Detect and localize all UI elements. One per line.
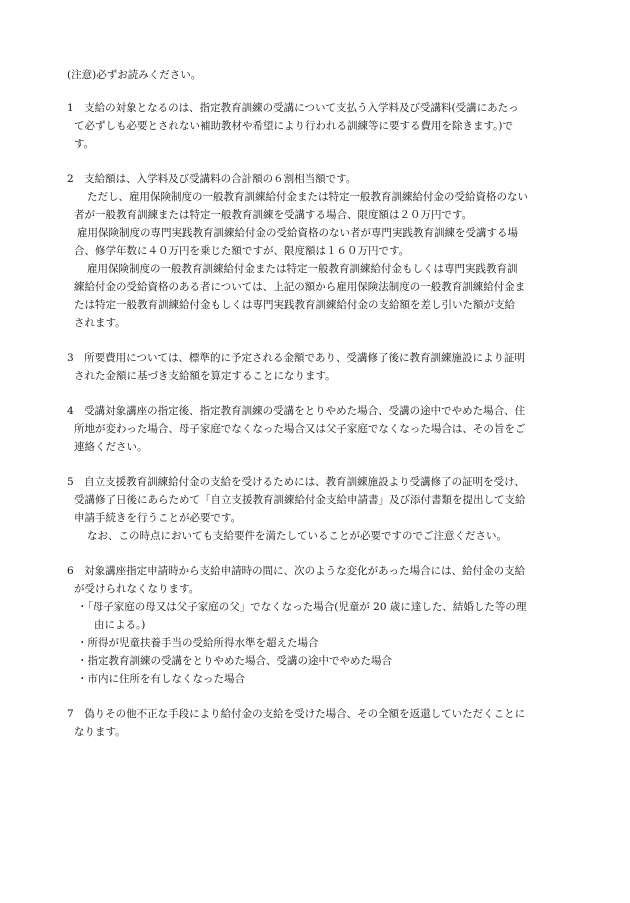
section-6-bullet-3: ・指定教育訓練の受講をとりやめた場合、受講の途中でやめた場合 — [77, 655, 392, 667]
section-3-line-1: 3 所要費用については、標準的に予定される金額であり、受講修了後に教育訓練施設により証明 — [67, 352, 525, 364]
notice-heading: (注意)必ずお読みください。 — [67, 69, 202, 81]
section-2-line-1: 2 支給額は、入学料及び受講料の合計額の６割相当額です。 — [67, 173, 357, 185]
section-2-line-2: ただし、雇用保険制度の一般教育訓練給付金または特定一般教育訓練給付金の受給資格のない — [87, 191, 528, 203]
section-1-line-2: て必ずしも必要とされない補助教材や希望により行われる訓練等に要する費用を除きます。)で — [74, 120, 514, 132]
section-4-line-3: 連絡ください。 — [74, 441, 148, 453]
section-1-line-3: す。 — [74, 138, 95, 150]
section-6-line-2: が受けられなくなります。 — [74, 583, 200, 595]
section-2-line-4: 雇用保険制度の専門実践教育訓練給付金の受給資格のない者が専門実践教育訓練を受講する場 — [77, 227, 518, 239]
section-6-bullet-1-cont: 由による。) — [94, 619, 146, 631]
section-6-line-1: 6 対象講座指定申請時から支給申請時の間に、次のような変化があった場合には、給付金の支給 — [67, 565, 526, 577]
section-6-bullet-4: ・市内に住所を有しなくなった場合 — [77, 673, 245, 685]
section-7-line-2: なります。 — [74, 726, 126, 738]
section-5-line-1: 5 自立支援教育訓練給付金の支給を受けるためには、教育訓練施設より受講修了の証明を受け、 — [67, 476, 525, 488]
section-2-line-9: されます。 — [74, 317, 126, 329]
section-4-line-1: 4 受講対象講座の指定後、指定教育訓練の受講をとりやめた場合、受講の途中でやめた場合、住 — [67, 405, 526, 417]
section-2-line-7: 練給付金の受給資格のある者については、上記の額から雇用保険法制度の一般教育訓練給付金ま — [74, 281, 526, 293]
section-5-line-4: なお、この時点においても支給要件を満たしていることが必要ですのでご注意ください。 — [87, 530, 507, 542]
section-6-bullet-2: ・所得が児童扶養手当の受給所得水準を超えた場合 — [77, 637, 319, 649]
section-6-bullet-1: ・「母子家庭の母又は父子家庭の父」でなくなった場合(児童が 20 歳に達した、結婚した等の理 — [77, 601, 527, 613]
section-5-line-2: 受講修了日後にあらためて「自立支援教育訓練給付金支給申請書」及び添付書類を提出して支給 — [74, 494, 526, 506]
section-2-line-3: 者が一般教育訓練または特定一般教育訓練を受講する場合、限度額は２０万円です。 — [74, 209, 473, 221]
section-4-line-2: 所地が変わった場合、母子家庭でなくなった場合又は父子家庭でなくなった場合は、その旨をご — [74, 423, 526, 435]
section-3-line-2: された金額に基づき支給額を算定することになります。 — [74, 370, 336, 382]
section-2-line-5: 合、修学年数に４０万円を乗じた額ですが、限度額は１６０万円です。 — [74, 245, 410, 257]
section-2-line-8: たは特定一般教育訓練給付金もしくは専門実践教育訓練給付金の支給額を差し引いた額が支給 — [74, 299, 515, 311]
section-5-line-3: 申請手続きを行うことが必要です。 — [74, 512, 242, 524]
section-1-line-1: 1 支給の対象となるのは、指定教育訓練の受講について支払う入学料及び受講料(受講にあたっ — [67, 102, 519, 114]
section-2-line-6: 雇用保険制度の一般教育訓練給付金または特定一般教育訓練給付金もしくは専門実践教育訓 — [87, 263, 518, 275]
section-7-line-1: 7 偽りその他不正な手段により給付金の支給を受けた場合、その全額を返還していただくことに — [67, 708, 526, 720]
